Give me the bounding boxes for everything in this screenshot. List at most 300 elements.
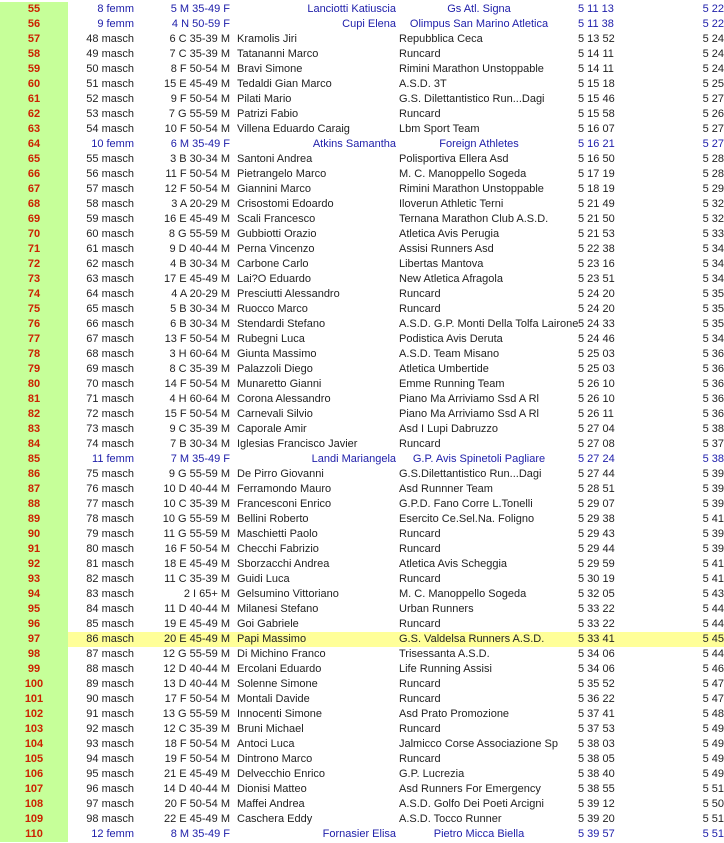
overall-position: 110: [0, 827, 68, 842]
pace: 5 49: [702, 768, 724, 780]
pace: 5 51: [702, 783, 724, 795]
gender-position: 88 masch: [86, 663, 134, 675]
gender-position: 93 masch: [86, 738, 134, 750]
gender-position: 97 masch: [86, 798, 134, 810]
team-name: A.S.D. 3T: [399, 78, 447, 90]
gender-position: 79 masch: [86, 528, 134, 540]
finish-time: 5 27 44: [578, 468, 615, 480]
overall-position: 64: [0, 137, 68, 152]
team-name: Atletica Avis Scheggia: [399, 558, 508, 570]
pace: 5 36: [702, 363, 724, 375]
finish-time: 5 37 53: [578, 723, 615, 735]
team-name: Lbm Sport Team: [399, 123, 480, 135]
overall-position: 89: [0, 512, 68, 527]
athlete-name: Sborzacchi Andrea: [237, 558, 330, 570]
overall-position: 59: [0, 62, 68, 77]
gender-position: 10 femm: [91, 138, 134, 150]
team-name: Runcard: [399, 543, 441, 555]
team-name: G.P. Lucrezia: [399, 768, 465, 780]
table-row: [0, 2, 724, 17]
team-name: Jalmicco Corse Associazione Sp: [399, 738, 558, 750]
gender-position: 90 masch: [86, 693, 134, 705]
athlete-name: Villena Eduardo Caraig: [237, 123, 350, 135]
gender-position: 76 masch: [86, 483, 134, 495]
athlete-name: Gubbiotti Orazio: [237, 228, 317, 240]
pace: 5 29: [702, 183, 724, 195]
pace: 5 27: [702, 123, 724, 135]
category: 7 B 30-34 M: [170, 438, 230, 450]
pace: 5 39: [702, 483, 724, 495]
gender-position: 74 masch: [86, 438, 134, 450]
gender-position: 75 masch: [86, 468, 134, 480]
overall-position: 61: [0, 92, 68, 107]
category: 11 C 35-39 M: [164, 573, 230, 585]
gender-position: 53 masch: [86, 108, 134, 120]
finish-time: 5 38 03: [578, 738, 615, 750]
finish-time: 5 29 44: [578, 543, 615, 555]
finish-time: 5 16 50: [578, 153, 615, 165]
team-name: G.S. Valdelsa Runners A.S.D.: [399, 633, 545, 645]
team-name: Runcard: [399, 528, 441, 540]
team-name: Runcard: [399, 303, 441, 315]
pace: 5 27: [702, 138, 724, 150]
pace: 5 45: [702, 633, 724, 645]
finish-time: 5 33 22: [578, 618, 615, 630]
table-row: [0, 602, 724, 617]
overall-position: 85: [0, 452, 68, 467]
team-name: Rimini Marathon Unstoppable: [399, 183, 544, 195]
category: 16 F 50-54 M: [164, 543, 230, 555]
table-row: [0, 722, 724, 737]
overall-position: 88: [0, 497, 68, 512]
overall-position: 77: [0, 332, 68, 347]
pace: 5 46: [702, 663, 724, 675]
athlete-name: Ruocco Marco: [237, 303, 308, 315]
category: 12 C 35-39 M: [163, 723, 230, 735]
table-row: [0, 542, 724, 557]
gender-position: 56 masch: [86, 168, 134, 180]
category: 2 I 65+ M: [183, 588, 230, 600]
overall-position: 99: [0, 662, 68, 677]
team-name: Iloverun Athletic Terni: [399, 198, 504, 210]
team-name: M. C. Manoppello Sogeda: [399, 168, 527, 180]
finish-time: 5 28 51: [578, 483, 615, 495]
category: 20 E 45-49 M: [163, 633, 230, 645]
overall-position: 79: [0, 362, 68, 377]
athlete-name: Papi Massimo: [237, 633, 307, 645]
athlete-name: Giannini Marco: [237, 183, 311, 195]
team-name: Assisi Runners Asd: [399, 243, 494, 255]
table-row: [0, 17, 724, 32]
category: 19 F 50-54 M: [164, 753, 230, 765]
athlete-name: Giunta Massimo: [237, 348, 317, 360]
athlete-name: De Pirro Giovanni: [237, 468, 324, 480]
team-name: Runcard: [399, 693, 441, 705]
table-row: [0, 122, 724, 137]
finish-time: 5 24 20: [578, 288, 615, 300]
category: 18 E 45-49 M: [163, 558, 230, 570]
team-name: Runcard: [399, 753, 441, 765]
team-name: Gs Atl. Signa: [447, 3, 511, 15]
overall-position: 100: [0, 677, 68, 692]
pace: 5 34: [702, 273, 724, 285]
finish-time: 5 36 22: [578, 693, 615, 705]
overall-position: 94: [0, 587, 68, 602]
table-row: [0, 647, 724, 662]
category: 9 G 55-59 M: [168, 468, 230, 480]
pace: 5 44: [702, 618, 724, 630]
finish-time: 5 25 03: [578, 348, 615, 360]
team-name: A.S.D. G.P. Monti Della Tolfa Lairone: [399, 318, 579, 330]
pace: 5 48: [702, 708, 724, 720]
pace: 5 41: [702, 558, 724, 570]
table-row: [0, 212, 724, 227]
table-row: [0, 587, 724, 602]
table-row: [0, 422, 724, 437]
finish-time: 5 11 13: [578, 3, 614, 15]
category: 4 H 60-64 M: [169, 393, 230, 405]
table-row: [0, 137, 724, 152]
team-name: G.P.D. Fano Corre L.Tonelli: [399, 498, 533, 510]
category: 12 G 55-59 M: [162, 648, 230, 660]
category: 3 H 60-64 M: [169, 348, 230, 360]
overall-position: 55: [0, 2, 68, 17]
pace: 5 24: [702, 33, 724, 45]
table-row: [0, 272, 724, 287]
team-name: Piano Ma Arriviamo Ssd A Rl: [399, 408, 540, 420]
finish-time: 5 33 41: [578, 633, 615, 645]
table-row: [0, 752, 724, 767]
finish-time: 5 32 05: [578, 588, 615, 600]
team-name: Rimini Marathon Unstoppable: [399, 63, 544, 75]
finish-time: 5 18 19: [578, 183, 615, 195]
pace: 5 37: [702, 438, 724, 450]
athlete-name: Gelsumino Vittoriano: [237, 588, 339, 600]
gender-position: 82 masch: [86, 573, 134, 585]
category: 14 D 40-44 M: [163, 783, 230, 795]
table-row: [0, 302, 724, 317]
category: 20 F 50-54 M: [164, 798, 230, 810]
pace: 5 41: [702, 513, 724, 525]
pace: 5 22: [702, 18, 724, 30]
category: 3 A 20-29 M: [171, 198, 230, 210]
gender-position: 71 masch: [86, 393, 134, 405]
results-table: [0, 2, 724, 842]
category: 22 E 45-49 M: [163, 813, 230, 825]
table-row: [0, 167, 724, 182]
finish-time: 5 38 40: [578, 768, 615, 780]
athlete-name: Antoci Luca: [237, 738, 295, 750]
gender-position: 57 masch: [86, 183, 134, 195]
overall-position: 70: [0, 227, 68, 242]
team-name: Ternana Marathon Club A.S.D.: [399, 213, 549, 225]
table-row: [0, 32, 724, 47]
gender-position: 66 masch: [86, 318, 134, 330]
team-name: Life Running Assisi: [399, 663, 492, 675]
gender-position: 78 masch: [86, 513, 134, 525]
team-name: Runcard: [399, 723, 441, 735]
category: 9 D 40-44 M: [169, 243, 230, 255]
athlete-name: Bellini Roberto: [237, 513, 309, 525]
athlete-name: Munaretto Gianni: [237, 378, 322, 390]
category: 21 E 45-49 M: [163, 768, 230, 780]
pace: 5 34: [702, 243, 724, 255]
category: 10 D 40-44 M: [163, 483, 230, 495]
category: 11 G 55-59 M: [163, 528, 230, 540]
category: 11 D 40-44 M: [164, 603, 230, 615]
athlete-name: Bruni Michael: [237, 723, 304, 735]
team-name: Podistica Avis Deruta: [399, 333, 503, 345]
finish-time: 5 16 21: [578, 138, 615, 150]
table-row: [0, 482, 724, 497]
team-name: Runcard: [399, 573, 441, 585]
team-name: New Atletica Afragola: [399, 273, 503, 285]
finish-time: 5 23 16: [578, 258, 615, 270]
athlete-name: Lanciotti Katiuscia: [307, 3, 396, 15]
gender-position: 12 femm: [91, 828, 134, 840]
category: 8 C 35-39 M: [169, 363, 230, 375]
overall-position: 60: [0, 77, 68, 92]
category: 7 C 35-39 M: [169, 48, 230, 60]
gender-position: 52 masch: [86, 93, 134, 105]
athlete-name: Caporale Amir: [237, 423, 307, 435]
athlete-name: Dintrono Marco: [237, 753, 313, 765]
pace: 5 32: [702, 213, 724, 225]
overall-position: 68: [0, 197, 68, 212]
pace: 5 27: [702, 93, 724, 105]
category: 15 F 50-54 M: [164, 408, 230, 420]
athlete-name: Presciutti Alessandro: [237, 288, 340, 300]
overall-position: 103: [0, 722, 68, 737]
athlete-name: Maffei Andrea: [237, 798, 305, 810]
table-row: [0, 467, 724, 482]
gender-position: 94 masch: [86, 753, 134, 765]
gender-position: 72 masch: [86, 408, 134, 420]
overall-position: 78: [0, 347, 68, 362]
gender-position: 58 masch: [86, 198, 134, 210]
pace: 5 51: [702, 828, 724, 840]
table-row: [0, 827, 724, 842]
athlete-name: Rubegni Luca: [237, 333, 305, 345]
pace: 5 39: [702, 498, 724, 510]
category: 17 F 50-54 M: [164, 693, 230, 705]
gender-position: 67 masch: [86, 333, 134, 345]
team-name: Esercito Ce.Sel.Na. Foligno: [399, 513, 535, 525]
gender-position: 68 masch: [86, 348, 134, 360]
finish-time: 5 37 41: [578, 708, 615, 720]
team-name: Pietro Micca Biella: [433, 828, 525, 840]
pace: 5 47: [702, 693, 724, 705]
pace: 5 49: [702, 723, 724, 735]
team-name: Runcard: [399, 288, 441, 300]
category: 7 M 35-49 F: [170, 453, 230, 465]
pace: 5 34: [702, 258, 724, 270]
athlete-name: Kramolis Jiri: [237, 33, 297, 45]
overall-position: 98: [0, 647, 68, 662]
overall-position: 63: [0, 122, 68, 137]
finish-time: 5 24 46: [578, 333, 615, 345]
team-name: Libertas Mantova: [399, 258, 484, 270]
gender-position: 92 masch: [86, 723, 134, 735]
pace: 5 35: [702, 303, 724, 315]
pace: 5 44: [702, 648, 724, 660]
pace: 5 24: [702, 48, 724, 60]
pace: 5 36: [702, 348, 724, 360]
overall-position: 73: [0, 272, 68, 287]
category: 12 D 40-44 M: [163, 663, 230, 675]
athlete-name: Goi Gabriele: [237, 618, 299, 630]
team-name: Asd I Lupi Dabruzzo: [399, 423, 499, 435]
overall-position: 87: [0, 482, 68, 497]
table-row: [0, 107, 724, 122]
gender-position: 69 masch: [86, 363, 134, 375]
table-row: [0, 47, 724, 62]
pace: 5 39: [702, 543, 724, 555]
table-row: [0, 797, 724, 812]
athlete-name: Ercolani Eduardo: [237, 663, 322, 675]
gender-position: 8 femm: [97, 3, 134, 15]
table-row: [0, 197, 724, 212]
category: 13 F 50-54 M: [164, 333, 230, 345]
overall-position: 105: [0, 752, 68, 767]
team-name: M. C. Manoppello Sogeda: [399, 588, 527, 600]
overall-position: 65: [0, 152, 68, 167]
overall-position: 109: [0, 812, 68, 827]
athlete-name: Montali Davide: [237, 693, 310, 705]
table-row: [0, 92, 724, 107]
table-row: [0, 812, 724, 827]
athlete-name: Maschietti Paolo: [237, 528, 318, 540]
overall-position: 102: [0, 707, 68, 722]
overall-position: 69: [0, 212, 68, 227]
table-row: [0, 407, 724, 422]
finish-time: 5 16 07: [578, 123, 615, 135]
pace: 5 50: [702, 798, 724, 810]
overall-position: 62: [0, 107, 68, 122]
team-name: Trisessanta A.S.D.: [399, 648, 490, 660]
team-name: Urban Runners: [399, 603, 474, 615]
athlete-name: Perna Vincenzo: [237, 243, 315, 255]
pace: 5 41: [702, 573, 724, 585]
finish-time: 5 27 24: [578, 453, 615, 465]
category: 10 C 35-39 M: [163, 498, 230, 510]
pace: 5 22: [702, 3, 724, 15]
overall-position: 97: [0, 632, 68, 647]
table-row: [0, 572, 724, 587]
overall-position: 83: [0, 422, 68, 437]
team-name: Olimpus San Marino Atletica: [409, 18, 549, 30]
athlete-name: Solenne Simone: [237, 678, 318, 690]
finish-time: 5 29 38: [578, 513, 615, 525]
pace: 5 43: [702, 588, 724, 600]
finish-time: 5 39 57: [578, 828, 615, 840]
gender-position: 65 masch: [86, 303, 134, 315]
table-row: [0, 437, 724, 452]
finish-time: 5 25 03: [578, 363, 615, 375]
team-name: Piano Ma Arriviamo Ssd A Rl: [399, 393, 540, 405]
category: 10 F 50-54 M: [164, 123, 230, 135]
category: 9 C 35-39 M: [169, 423, 230, 435]
team-name: Asd Runners For Emergency: [399, 783, 541, 795]
finish-time: 5 21 49: [578, 198, 615, 210]
table-row: [0, 377, 724, 392]
finish-time: 5 14 11: [578, 48, 614, 60]
table-row: [0, 287, 724, 302]
gender-position: 63 masch: [86, 273, 134, 285]
gender-position: 81 masch: [86, 558, 134, 570]
gender-position: 98 masch: [86, 813, 134, 825]
finish-time: 5 14 11: [578, 63, 614, 75]
gender-position: 48 masch: [86, 33, 134, 45]
overall-position: 74: [0, 287, 68, 302]
finish-time: 5 29 59: [578, 558, 615, 570]
table-row: [0, 662, 724, 677]
team-name: Atletica Avis Perugia: [399, 228, 500, 240]
gender-position: 51 masch: [86, 78, 134, 90]
finish-time: 5 27 08: [578, 438, 615, 450]
pace: 5 36: [702, 378, 724, 390]
category: 19 E 45-49 M: [163, 618, 230, 630]
pace: 5 49: [702, 738, 724, 750]
pace: 5 35: [702, 288, 724, 300]
category: 3 B 30-34 M: [170, 153, 230, 165]
athlete-name: Cupi Elena: [342, 18, 396, 30]
category: 4 B 30-34 M: [170, 258, 230, 270]
finish-time: 5 29 07: [578, 498, 615, 510]
athlete-name: Patrizi Fabio: [237, 108, 299, 120]
team-name: A.S.D. Tocco Runner: [399, 813, 502, 825]
overall-position: 92: [0, 557, 68, 572]
athlete-name: Caschera Eddy: [237, 813, 313, 825]
overall-position: 76: [0, 317, 68, 332]
table-row: [0, 707, 724, 722]
pace: 5 36: [702, 393, 724, 405]
athlete-name: Scali Francesco: [237, 213, 316, 225]
category: 7 G 55-59 M: [168, 108, 230, 120]
finish-time: 5 17 19: [578, 168, 615, 180]
overall-position: 82: [0, 407, 68, 422]
overall-position: 75: [0, 302, 68, 317]
athlete-name: Santoni Andrea: [237, 153, 313, 165]
gender-position: 73 masch: [86, 423, 134, 435]
gender-position: 62 masch: [86, 258, 134, 270]
table-row: [0, 557, 724, 572]
overall-position: 101: [0, 692, 68, 707]
overall-position: 95: [0, 602, 68, 617]
gender-position: 84 masch: [86, 603, 134, 615]
overall-position: 106: [0, 767, 68, 782]
finish-time: 5 24 20: [578, 303, 615, 315]
table-row: [0, 362, 724, 377]
athlete-name: Pietrangelo Marco: [237, 168, 327, 180]
overall-position: 58: [0, 47, 68, 62]
category: 8 M 35-49 F: [170, 828, 230, 840]
category: 4 N 50-59 F: [171, 18, 230, 30]
team-name: A.S.D. Golfo Dei Poeti Arcigni: [399, 798, 544, 810]
pace: 5 28: [702, 168, 724, 180]
pace: 5 47: [702, 678, 724, 690]
team-name: Emme Running Team: [399, 378, 505, 390]
team-name: G.P. Avis Spinetoli Pagliare: [412, 453, 546, 465]
athlete-name: Carnevali Silvio: [237, 408, 313, 420]
table-row: [0, 527, 724, 542]
category: 6 C 35-39 M: [169, 33, 230, 45]
team-name: A.S.D. Team Misano: [399, 348, 500, 360]
gender-position: 59 masch: [86, 213, 134, 225]
athlete-name: Di Michino Franco: [237, 648, 326, 660]
category: 4 A 20-29 M: [171, 288, 230, 300]
category: 16 E 45-49 M: [163, 213, 230, 225]
